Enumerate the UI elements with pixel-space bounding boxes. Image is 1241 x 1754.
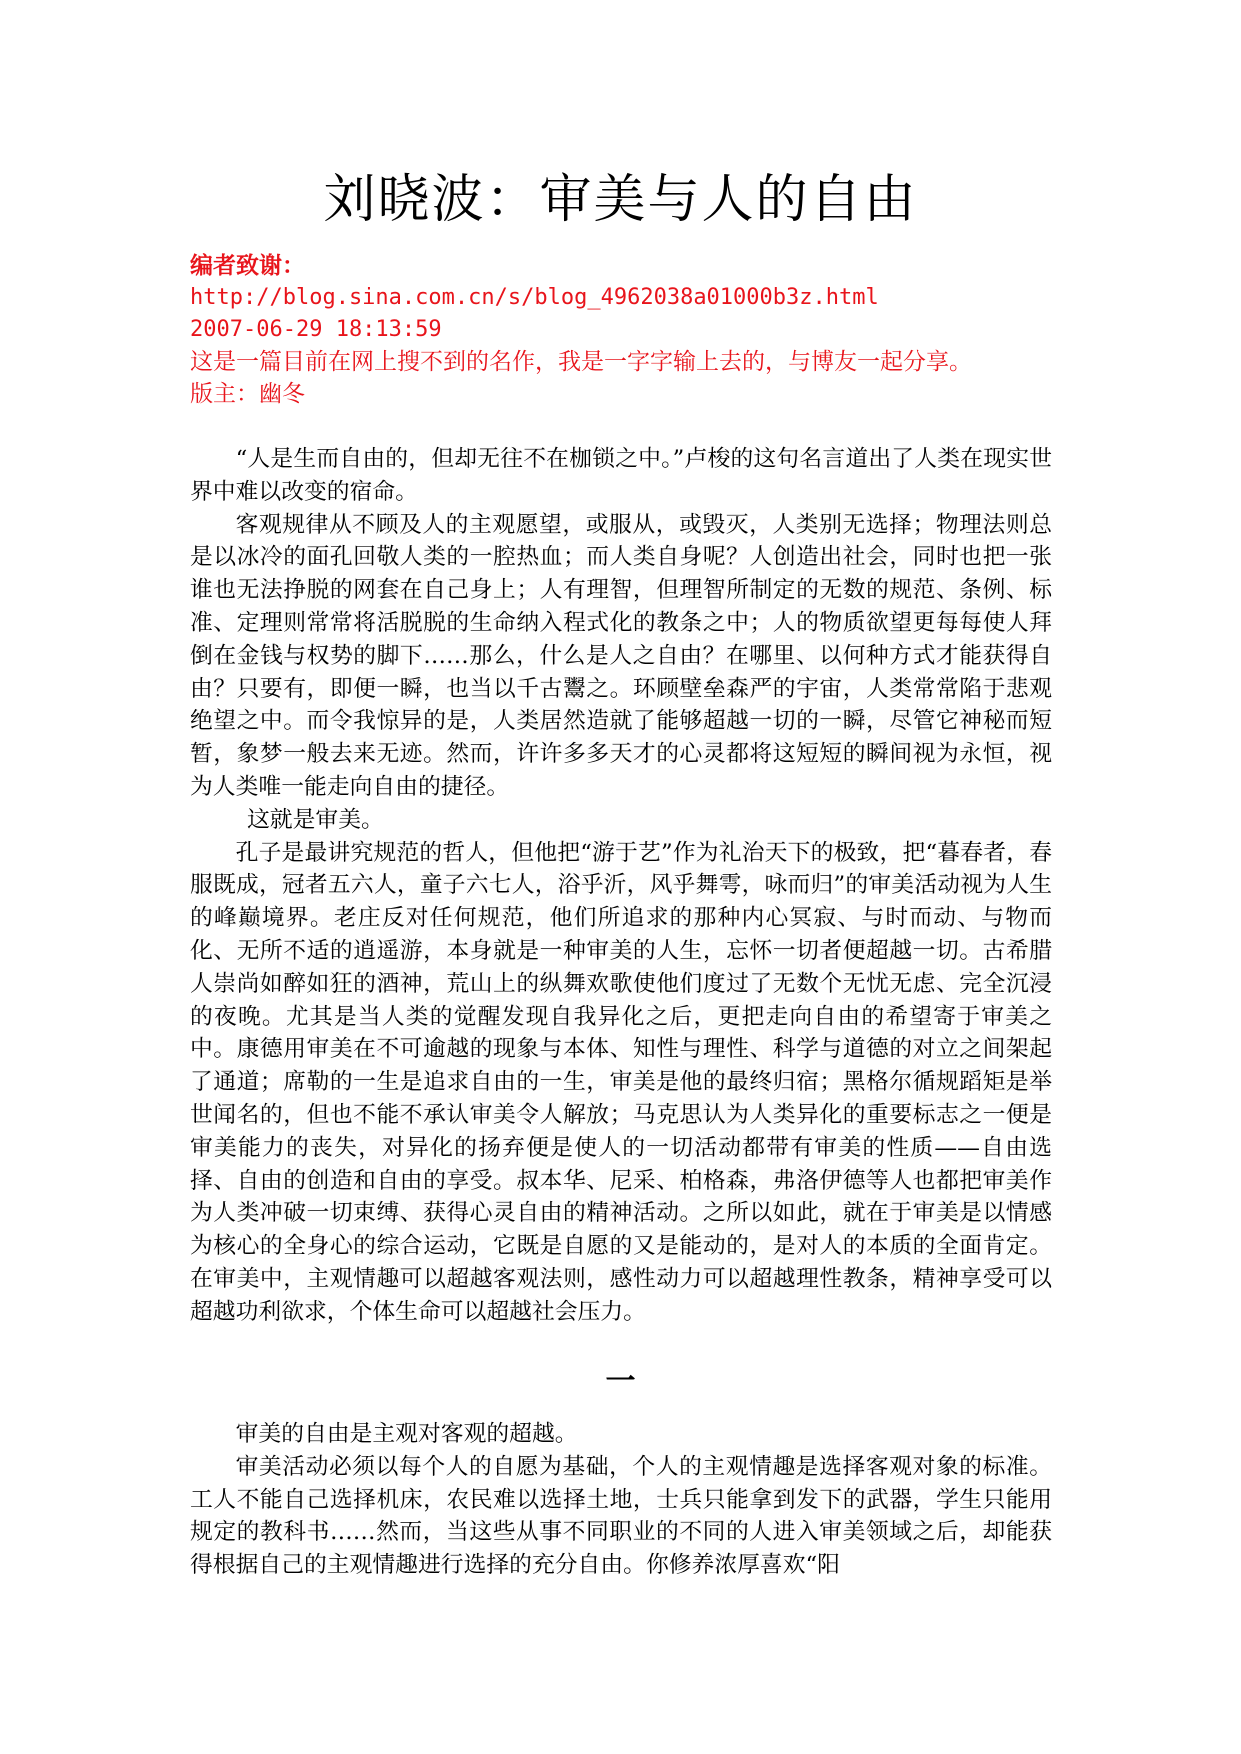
paragraph: 这就是审美。 <box>247 806 384 833</box>
section-heading: 一 <box>605 1364 636 1399</box>
paragraph: 客观规律从不顾及人的主观愿望，或服从，或毁灭，人类别无选择；物理法则总是以冰冷的面孔回敬人类的一腔热血；而人类自身呢？人创造出社会，同时也把一张谁也无法挣脱的网套在自己身上；人有理智，但理智所制定的无数的规范、条例、标准、定理则常常将活脱脱的生命纳入程式化的教条之中；人的物质欲望更每每使人拜倒在金钱与权势的脚下……那么，什么是人之自由？在哪里、以何种方式才能获得自由？只要有，即便一瞬，也当以千古鬻之。环顾壁垒森严的宇宙，人类常常陷于悲观绝望之中。而令我惊异的是，人类居然造就了能够超越一切的一瞬，尽管它神秘而短暂，象梦一般去来无迹。然而，许许多多天才的心灵都将这短短的瞬间视为永恒，视为人类唯一能走向自由的捷径。 <box>190 511 1052 800</box>
section-one <box>190 1418 1052 1582</box>
paragraph: 审美的自由是主观对客观的超越。 <box>235 1421 578 1447</box>
editor-message: 这是一篇目前在网上搜不到的名作，我是一字字输上去的，与博友一起分享。 <box>190 349 972 375</box>
source-url: http://blog.sina.com.cn/s/blog_4962038a01000b3z.html <box>190 285 879 310</box>
page-title: 刘晓波：审美与人的自由 <box>323 170 918 230</box>
paragraph: 孔子是最讲究规范的哲人，但他把“游于艺”作为礼治天下的极致，把“暮春者，春服既成，冠者五六人，童子六七人，浴乎沂，风乎舞雩，咏而归”的审美活动视为人生的峰巅境界。老庄反对任何规范，他们所追求的那种内心冥寂、与时而动、与物而化、无所不适的逍遥游，本身就是一种审美的人生，忘怀一切者便超越一切。古希腊人崇尚如醉如狂的酒神，荒山上的纵舞欢歌使他们度过了无数个无忧无虑、完全沉浸的夜晚。尤其是当人类的觉醒发现自我异化之后，更把走向自由的希望寄于审美之中。康德用审美在不可逾越的现象与本体、知性与理性、科学与道德的对立之间架起了通道；席勒的一生是追求自由的一生，审美是他的最终归宿；黑格尔循规蹈矩是举世闻名的，但也不能不承认审美令人解放；马克思认为人类异化的重要标志之一便是审美能力的丧失，对异化的扬弃便是使人的一切活动都带有审美的性质——自由选择、自由的创造和自由的享受。叔本华、尼采、柏格森，弗洛伊德等人也都把审美作为人类冲破一切束缚、获得心灵自由的精神活动。之所以如此，就在于审美是以情感为核心的全身心的综合运动，它既是自愿的又是能动的，是对人的本质的全面肯定。在审美中，主观情趣可以超越客观法则，感性动力可以超越理性教条，精神享受可以超越功利欲求，个体生命可以超越社会压力。 <box>190 839 1052 1325</box>
paragraph: 审美活动必须以每个人的自愿为基础，个人的主观情趣是选择客观对象的标准。工人不能自己选择机床，农民难以选择土地，士兵只能拿到发下的武器，学生只能用规定的教科书……然而，当这些从事不同职业的不同的人进入审美领域之后，却能获得根据自己的主观情趣进行选择的充分自由。你修养浓厚喜欢“阳 <box>190 1453 1052 1579</box>
intro-section <box>190 443 1052 1329</box>
editor-note-label: 编者致谢： <box>190 253 305 279</box>
post-timestamp: 2007-06-29 18:13:59 <box>190 317 442 342</box>
editor-note <box>190 250 1090 410</box>
paragraph: “人是生而自由的，但却无往不在枷锁之中。”卢梭的这句名言道出了人类在现实世界中难以改变的宿命。 <box>190 446 1052 505</box>
moderator-line: 版主：幽冬 <box>190 381 305 407</box>
